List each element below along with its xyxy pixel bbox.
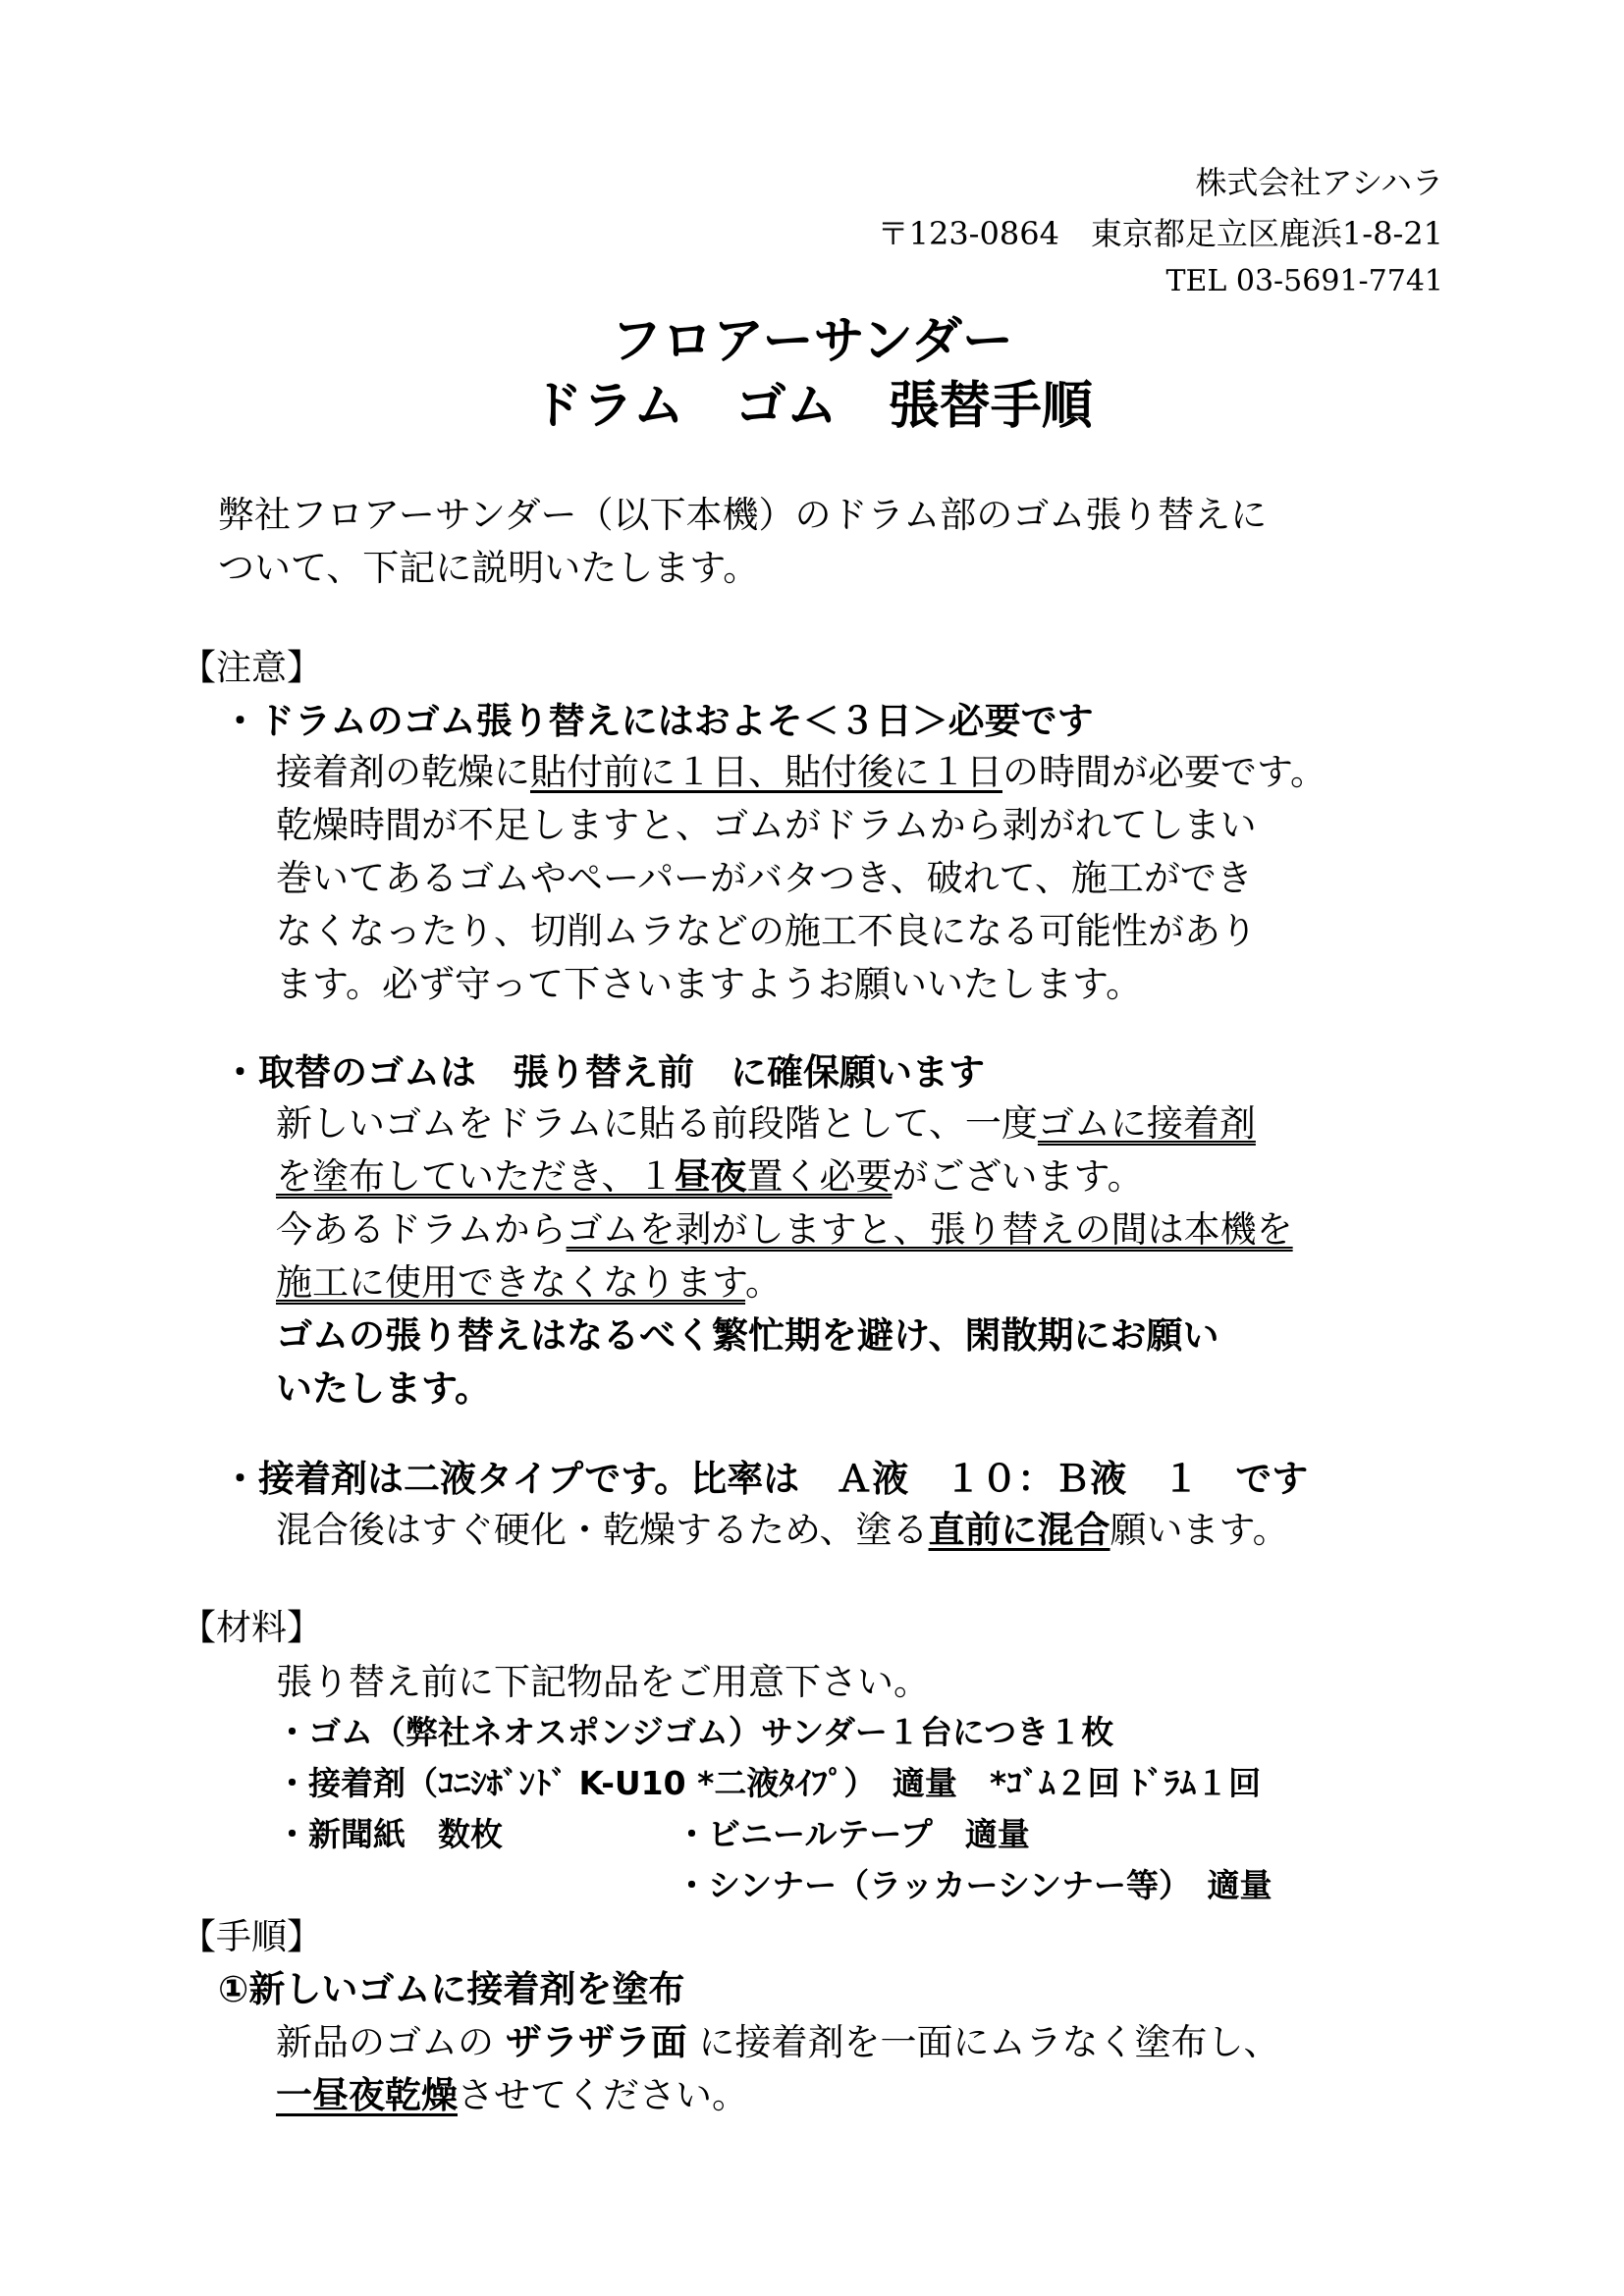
material-thinner: ・シンナー（ラッカーシンナー等） 適量 xyxy=(676,1866,1272,1904)
procedure-step-1-line-2: 一昼夜乾燥させてください。 xyxy=(276,2074,748,2116)
caution-2-line-1: 新しいゴムをドラムに貼る前段階として、一度ゴムに接着剤 xyxy=(276,1102,1256,1145)
caution-1-line-1: 接着剤の乾燥に貼付前に１日、貼付後に１日の時間が必要です。 xyxy=(276,751,1327,793)
materials-heading: 【材料】 xyxy=(181,1608,323,1648)
material-newspaper: ・新聞紙 数枚 xyxy=(276,1815,503,1853)
caution-heading: 【注意】 xyxy=(181,648,323,688)
procedure-heading: 【手順】 xyxy=(181,1917,323,1957)
caution-2-line-3: 今あるドラムからゴムを剥がしますと、張り替えの間は本機を xyxy=(276,1208,1293,1251)
company-address: 〒123-0864 東京都足立区鹿浜1-8-21 xyxy=(877,215,1443,252)
procedure-step-1-line-1: 新品のゴムの ザラザラ面 に接着剤を一面にムラなく塗布し、 xyxy=(276,2021,1280,2063)
caution-1-title: ・ドラムのゴム張り替えにはおよそ＜３日＞必要です xyxy=(222,700,1094,742)
caution-3-line-1: 混合後はすぐ硬化・乾燥するため、塗る直前に混合願います。 xyxy=(276,1509,1289,1551)
caution-1-line-3: 巻いてあるゴムやペーパーがバタつき、破れて、施工ができ xyxy=(276,857,1253,899)
caution-2-line-2: を塗布していただき、１昼夜置く必要がございます。 xyxy=(276,1155,1144,1198)
caution-1-emphasis: 貼付前に１日、貼付後に１日 xyxy=(530,751,1002,793)
material-tape: ・ビニールテープ 適量 xyxy=(676,1815,1030,1853)
caution-2-title: ・取替のゴムは 張り替え前 に確保願います xyxy=(222,1051,985,1094)
caution-1-line-4: なくなったり、切削ムラなどの施工不良になる可能性があり xyxy=(276,910,1257,952)
title-line-2: ドラム ゴム 張替手順 xyxy=(531,377,1093,436)
intro-line-2: ついて、下記に説明いたします。 xyxy=(218,547,760,589)
intro-line-1: 弊社フロアーサンダー（以下本機）のドラム部のゴム張り替えに xyxy=(218,494,1268,536)
caution-1-line-5: ます。必ず守って下さいますようお願いいたします。 xyxy=(276,963,1143,1005)
materials-intro: 張り替え前に下記物品をご用意下さい。 xyxy=(276,1661,930,1703)
caution-2-line-4: 施工に使用できなくなります。 xyxy=(276,1261,783,1304)
caution-3-title: ・接着剤は二液タイプです。比率は Ａ液 １０：Ｂ液 １ です xyxy=(222,1458,1309,1500)
title-line-1: フロアーサンダー xyxy=(611,312,1013,371)
caution-2-line-6: いたします。 xyxy=(276,1367,492,1410)
procedure-step-1-title: ①新しいゴムに接着剤を塗布 xyxy=(218,1968,685,2010)
caution-1-line-2: 乾燥時間が不足しますと、ゴムがドラムから剥がれてしまい xyxy=(276,804,1257,846)
material-adhesive: ・接着剤（ｺﾆｼﾎﾞﾝﾄﾞ K-U10 *二液ﾀｲﾌﾟ） 適量 *ｺﾞﾑ２回 ﾄﾞﾗﾑ１回 xyxy=(276,1764,1262,1802)
company-name: 株式会社アシハラ xyxy=(1195,164,1443,201)
company-tel: TEL 03-5691-7741 xyxy=(1165,264,1443,298)
material-rubber: ・ゴム（弊社ネオスポンジゴム）サンダー１台につき１枚 xyxy=(276,1713,1114,1751)
caution-2-line-5: ゴムの張り替えはなるべく繁忙期を避け、閑散期にお願い xyxy=(276,1314,1219,1357)
